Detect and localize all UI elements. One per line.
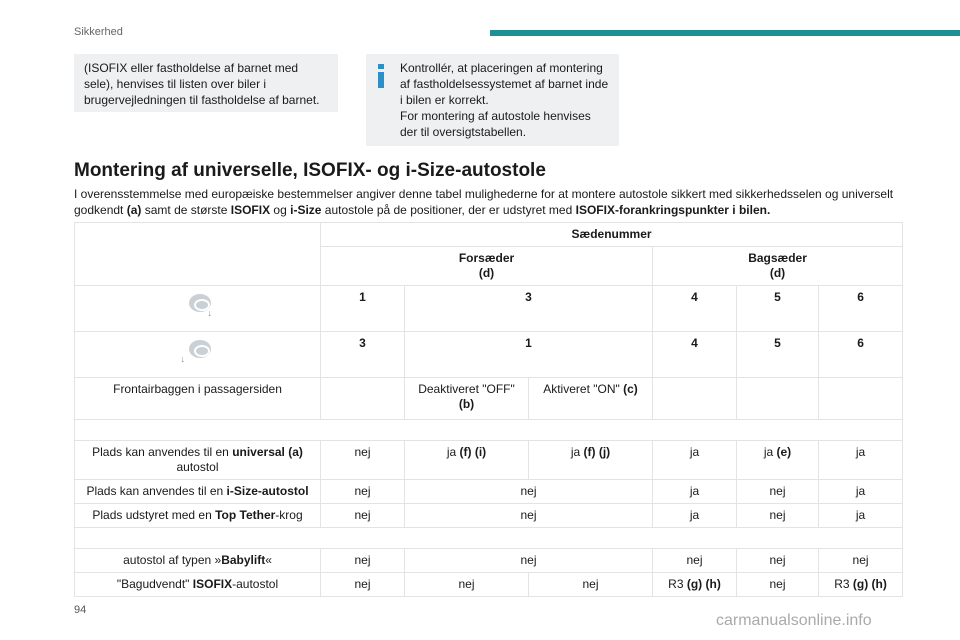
rear-seats-header: Bagsæder (d) <box>653 247 903 286</box>
table-cell: nej <box>405 549 653 573</box>
seat-number-header: Sædenummer <box>321 223 903 247</box>
table-cell: nej <box>529 573 653 597</box>
table-row <box>75 441 903 480</box>
table-row <box>75 378 903 420</box>
table-cell: nej <box>653 549 737 573</box>
info-line-2: For montering af autostole henvises der til oversigtstabellen. <box>400 109 591 139</box>
table-cell: 1 <box>405 332 653 378</box>
table-cell: nej <box>737 549 819 573</box>
table-cell: 3 <box>321 332 405 378</box>
table-cell: nej <box>819 549 903 573</box>
page-title: Montering af universelle, ISOFIX- og i-Size-autostole <box>74 160 546 181</box>
section-label: Sikkerhed <box>74 26 123 38</box>
watermark: carmanualsonline.info <box>716 612 872 629</box>
table-cell: ja <box>653 441 737 480</box>
note-text: (ISOFIX eller fastholdelse af barnet med sele), henvises til listen over biler i brugervejledningen til fastholdelse af barnet. <box>84 61 320 107</box>
table-row <box>75 528 903 549</box>
table-cell: nej <box>321 441 405 480</box>
table-cell: nej <box>737 573 819 597</box>
table-row <box>75 420 903 441</box>
table-cell: nej <box>405 573 529 597</box>
table-cell: nej <box>321 549 405 573</box>
table-cell: 4 <box>653 286 737 332</box>
table-cell: ja <box>653 504 737 528</box>
top-tether-label: Plads udstyret med en Top Tether-krog <box>75 504 321 528</box>
babylift-label: autostol af typen »Babylift« <box>75 549 321 573</box>
table-cell: 5 <box>737 286 819 332</box>
table-cell: ja (f) (j) <box>529 441 653 480</box>
airbag-off: Deaktiveret "OFF" (b) <box>405 378 529 420</box>
table-cell: 6 <box>819 286 903 332</box>
table-cell: 1 <box>321 286 405 332</box>
table-cell: ja (f) (i) <box>405 441 529 480</box>
table-cell: nej <box>321 573 405 597</box>
table-row <box>75 549 903 573</box>
table-cell: 4 <box>653 332 737 378</box>
note-box <box>74 54 338 112</box>
airbag-on: Aktiveret "ON" (c) <box>529 378 653 420</box>
steering-wheel-lhd-icon: ↓ <box>181 292 215 318</box>
isize-label: Plads kan anvendes til en i-Size-autostol <box>75 480 321 504</box>
table-row <box>75 286 903 332</box>
table-row <box>75 504 903 528</box>
table-cell: 3 <box>405 286 653 332</box>
page-number: 94 <box>74 604 87 616</box>
table-cell: nej <box>405 480 653 504</box>
rearward-label: "Bagudvendt" ISOFIX-autostol <box>75 573 321 597</box>
front-seats-header: Forsæder (d) <box>321 247 653 286</box>
header-accent-bar <box>490 30 960 36</box>
table-cell: nej <box>737 504 819 528</box>
table-cell: nej <box>405 504 653 528</box>
seat-compatibility-table <box>74 222 903 597</box>
table-cell: ja <box>653 480 737 504</box>
airbag-label: Frontairbaggen i passagersiden <box>75 378 321 420</box>
table-cell: ja <box>819 504 903 528</box>
table-cell: nej <box>737 480 819 504</box>
info-box <box>366 54 619 146</box>
table-cell: ja <box>819 441 903 480</box>
steering-wheel-rhd-icon: ↓ <box>181 338 215 364</box>
table-row <box>75 223 903 247</box>
table-cell: 5 <box>737 332 819 378</box>
table-row <box>75 480 903 504</box>
table-row <box>75 573 903 597</box>
table-cell: nej <box>321 480 405 504</box>
intro-paragraph: I overensstemmelse med europæiske bestemmelser angiver denne tabel mulighederne for at montere autostole sikkert med sikkerhedsselen og universelt godkendt (a) samt de største ISOFIX og i-Size autostole på de positioner, der er udstyret med ISOFIX-forankringspunkter i bilen. <box>74 187 894 217</box>
info-line-1: Kontrollér, at placeringen af montering af fastholdelsessystemet af barnet inde i bilen er korrekt. <box>400 61 609 107</box>
table-row <box>75 332 903 378</box>
table-cell: 6 <box>819 332 903 378</box>
table-cell: nej <box>321 504 405 528</box>
table-cell: R3 (g) (h) <box>653 573 737 597</box>
table-cell: ja (e) <box>737 441 819 480</box>
universal-label: Plads kan anvendes til en universal (a) autostol <box>75 441 321 480</box>
info-icon <box>376 64 386 88</box>
table-cell: R3 (g) (h) <box>819 573 903 597</box>
table-cell: ja <box>819 480 903 504</box>
